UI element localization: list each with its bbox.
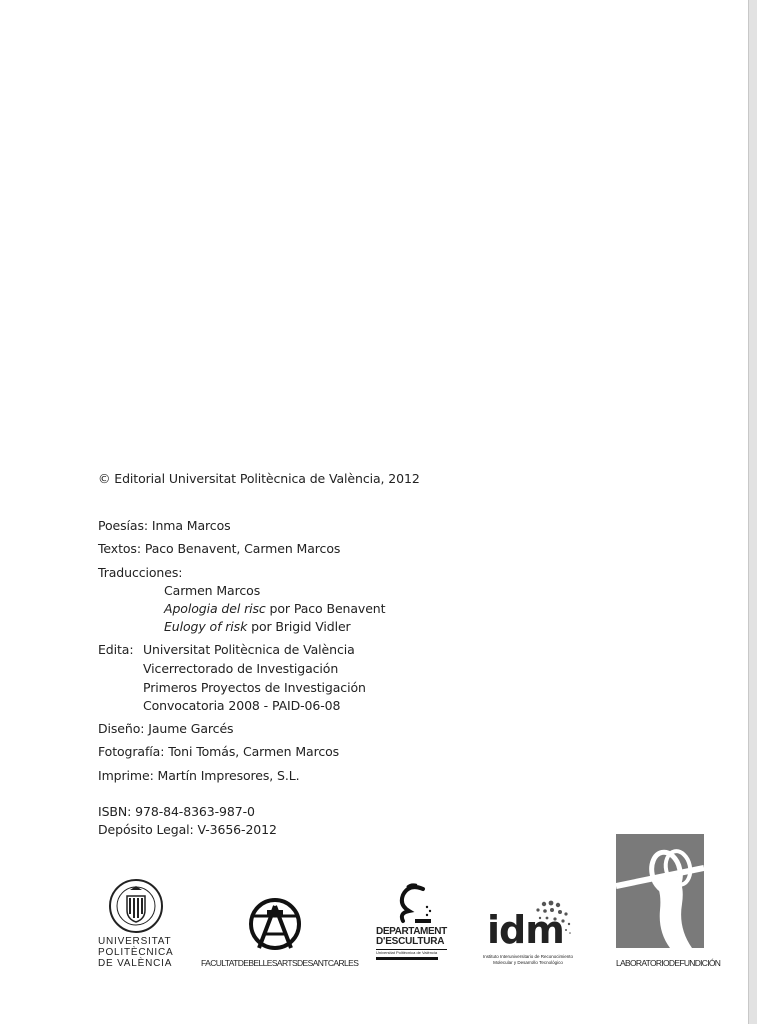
edita-line: Universitat Politècnica de València	[143, 642, 355, 657]
traduccion-item	[164, 600, 385, 618]
idm-caption	[468, 954, 588, 966]
idm-caption-line: Molecular y Desarrollo Tecnológico	[493, 960, 563, 965]
traduccion-title: Eulogy of risk	[164, 619, 248, 634]
upv-caption-line: UNIVERSITAT	[98, 936, 172, 947]
escultura-caption	[376, 927, 447, 960]
bellas-artes-caption: FACULTATDEBELLESARTSDESANTCARLES	[201, 958, 359, 968]
upv-caption	[98, 936, 173, 969]
diseno-line: Diseño: Jaume Garcés	[98, 721, 234, 736]
idm-wordmark: idm	[487, 908, 564, 952]
traduccion-item	[164, 618, 351, 636]
idm-caption-line: Instituto Interuniversitario de Reconocimiento	[482, 954, 574, 959]
imprime-line: Imprime: Martín Impresores, S.L.	[98, 768, 300, 783]
edita-label: Edita:	[98, 642, 134, 657]
traducciones-label: Traducciones:	[98, 565, 183, 580]
edita-line: Convocatoria 2008 - PAID-06-08	[143, 698, 341, 713]
isbn-line: ISBN: 978-84-8363-987-0	[98, 804, 255, 819]
escultura-underline	[376, 957, 438, 960]
laboratorio-caption: LABORATORIODEFUNDICIÓN	[616, 958, 721, 968]
traduccion-translator: por Paco Benavent	[265, 601, 386, 616]
escultura-icon	[393, 883, 437, 925]
traduccion-title: Apologia del risc	[164, 601, 266, 616]
page-edge	[748, 0, 757, 1024]
bellas-artes-icon	[247, 898, 303, 954]
edita-line: Primeros Proyectos de Investigación	[143, 680, 366, 695]
traduccion-item	[164, 582, 260, 600]
escultura-caption-line: DEPARTAMENT	[376, 926, 447, 937]
copyright-line: © Editorial Universitat Politècnica de València, 2012	[98, 471, 420, 486]
upv-seal-icon	[108, 878, 164, 934]
fotografia-line: Fotografía: Toni Tomás, Carmen Marcos	[98, 744, 340, 759]
escultura-caption-line: D'ESCULTURA	[376, 936, 445, 947]
traduccion-translator: por Brigid Vidler	[247, 619, 351, 634]
deposito-line: Depósito Legal: V-3656-2012	[98, 822, 277, 837]
traduccion-name: Carmen Marcos	[164, 583, 261, 598]
upv-caption-line: DE VALÈNCIA	[98, 958, 173, 969]
textos-line: Textos: Paco Benavent, Carmen Marcos	[98, 541, 341, 556]
edita-line: Vicerrectorado de Investigación	[143, 661, 339, 676]
escultura-caption-line: Universitat Politècnica de València	[376, 949, 447, 956]
upv-caption-line: POLITÈCNICA	[98, 947, 174, 958]
laboratorio-fundicion-icon	[616, 834, 704, 948]
poesias-line: Poesías: Inma Marcos	[98, 518, 231, 533]
